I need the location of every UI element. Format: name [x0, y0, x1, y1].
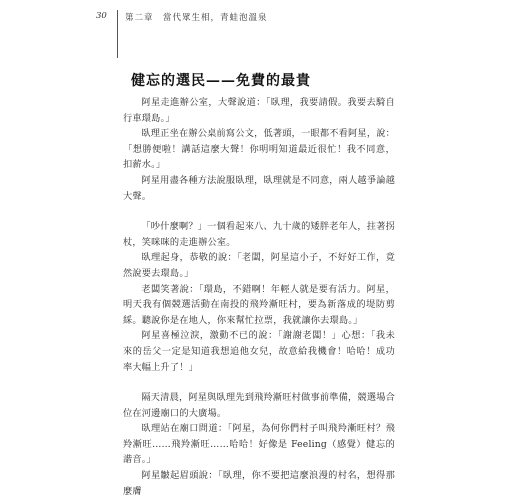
paragraph: 臥理站在廟口問道：「阿星，為何你們村子叫飛羚漸旺村？飛羚漸旺……飛羚漸旺……哈哈！好像是 Feeling（感覺）健忘的諧音。」 — [123, 423, 395, 466]
paragraph: 阿星喜極泣淚，激動不已的說：「謝謝老闆！」心想：「我未來的岳父一定是知道我想追他女兒，故意給我機會！哈哈！成功率大幅上升了！」 — [123, 330, 395, 373]
page-number: 30 — [96, 11, 107, 21]
header-divider — [117, 10, 118, 58]
paragraph: 老闆笑著說：「環島，不錯啊！年輕人就是要有活力。阿星，明天我有個競選活動在南投的飛羚漸旺村，要為新落成的堤防剪綵。聽說你是在地人，你來幫忙拉票，我就讓你去環島。」 — [123, 283, 395, 326]
chapter-title: 第二章 當代眾生相，青蛙泡溫泉 — [125, 13, 268, 23]
paragraph: 臥理起身，恭敬的說：「老闆，阿星這小子，不好好工作，竟然說要去環島。」 — [123, 252, 395, 279]
running-header — [84, 10, 464, 26]
paragraph: 「吵什麼啊？」一個看起來八、九十歲的矮胖老年人，拄著拐杖，笑咪咪的走進辦公室。 — [123, 221, 395, 248]
paragraph: 阿星用盡各種方法說服臥理，臥理就是不同意，兩人越爭論越大聲。 — [123, 174, 395, 202]
section-title: 健忘的選民——免費的最貴 — [131, 73, 311, 89]
paragraph: 阿星走進辦公室，大聲說道：「臥理，我要請假。我要去騎自行車環島。」 — [123, 97, 395, 124]
paragraph: 阿星皺起眉頭說：「臥理，你不要把這麼浪漫的村名，想得那麼膚 — [123, 470, 395, 497]
body-text — [123, 95, 395, 499]
paragraph: 臥理正坐在辦公桌前寫公文，低著頭，一眼都不看阿星，說：「想勝便啦！講話這麼大聲！你明明知道最近很忙！我不同意，扣薪水。」 — [123, 128, 395, 171]
paragraph: 隔天清晨，阿星與臥理先到飛羚漸旺村做事前準備，競選場合位在河邊廟口的大廣場。 — [123, 392, 395, 419]
